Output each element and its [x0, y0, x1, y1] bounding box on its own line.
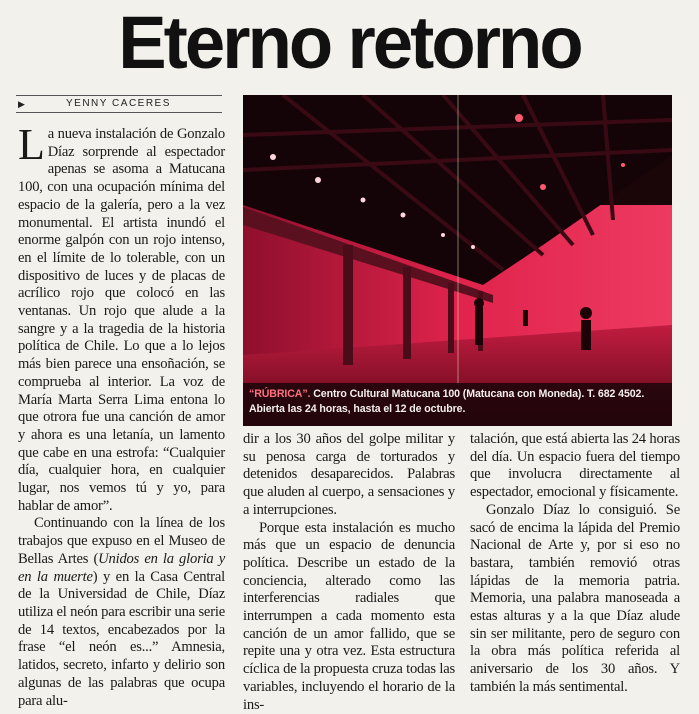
drop-cap: L	[18, 120, 45, 169]
caption-brand: “RÚBRICA”.	[249, 388, 311, 400]
column-2	[243, 431, 455, 714]
paragraph-2-cont: dir a los 30 años del golpe militar y su penosa carga de torturados y detenidos desaparecidos. Palabras que aluden al cuerpo, a sensaciones y a interrupciones.	[243, 431, 455, 518]
column-1	[18, 120, 226, 710]
gallery-interior-photo-icon	[243, 95, 672, 426]
gallery-photo	[243, 95, 672, 426]
column-3	[470, 431, 680, 697]
paragraph-3-start: Porque esta instalación es mucho más que un espacio de denuncia política. Describe un estado de la conciencia, alterado como las interferencias radiales que interrumpen a cada momento esta canción de un amor fallido, que se repite una y otra vez. Esta estructura cíclica de la propuesta cruza todas las variables, incluyendo el horario de la ins-	[243, 519, 455, 713]
paragraph-3-cont: talación, que está abierta las 24 horas del día. Un espacio fuera del tiempo que involucra directamente al espectador, emocional y físicamente.	[470, 431, 680, 501]
headline: Eterno retorno	[118, 1, 581, 84]
paragraph-1-text: a nueva instalación de Gonzalo Díaz sorprende al espectador apenas se asoma a Matucana 100, con una ocupación mínima del espacio de la galería, pero a la vez monumental. El artista inundó el enorme galpón con un rojo intenso, en el límite de lo tolerable, con un dispositivo de luces y de placas de acrílico rojo que colocó en las ventanas. Un rojo que alude a la sangre y a la tragedia de la historia política de Chile. Lo que a lo lejos más bien parece una ensoñación, se comprueba al interior. La voz de María Marta Serra Lima entona lo que otrora fue una canción de amor y ahora es una letanía, un lamento que cabe en una estrofa: “Cualquier día, cualquier hora, en cualquier lugar, nos vemos tú y yo, para hablar de amor”.	[18, 126, 225, 514]
paragraph-4: Gonzalo Díaz lo consiguió. Se sacó de encima la lápida del Premio Nacional de Arte y, por si eso no bastara, también removió otras lápidas de la memoria patria. Memoria, una palabra manoseada a estas alturas y a la que Díaz alude sin ser militante, pero de seguro con la obra más política referida al aniversario de los 30 años. Y también la más sentimental.	[470, 501, 680, 695]
byline	[16, 95, 222, 113]
italic-title: Unidos en la gloria y en la muerte	[18, 550, 226, 585]
caption-text: Centro Cultural Matucana 100 (Matucana con Moneda). T. 682 4502. Abierta las 24 horas, hasta el 12 de octubre.	[249, 388, 645, 415]
paragraph-2-start: Continuando con la línea de los trabajos que expuso en el Museo de Bellas Artes (Unidos en la gloria y en la muerte) y en la Casa Central de la Universidad de Chile, Díaz utiliza el neón para escribir una serie de 14 textos, encabezados por la frase “el neón es...” Amnesia, latidos, secreto, infarto y delirio son algunas de las palabras que ocupa para alu-	[18, 515, 226, 709]
byline-arrow-icon: ▶	[18, 99, 27, 109]
paragraph-1	[18, 120, 225, 515]
byline-author: YENNY CACERES	[66, 98, 171, 109]
photo-caption	[249, 387, 667, 417]
